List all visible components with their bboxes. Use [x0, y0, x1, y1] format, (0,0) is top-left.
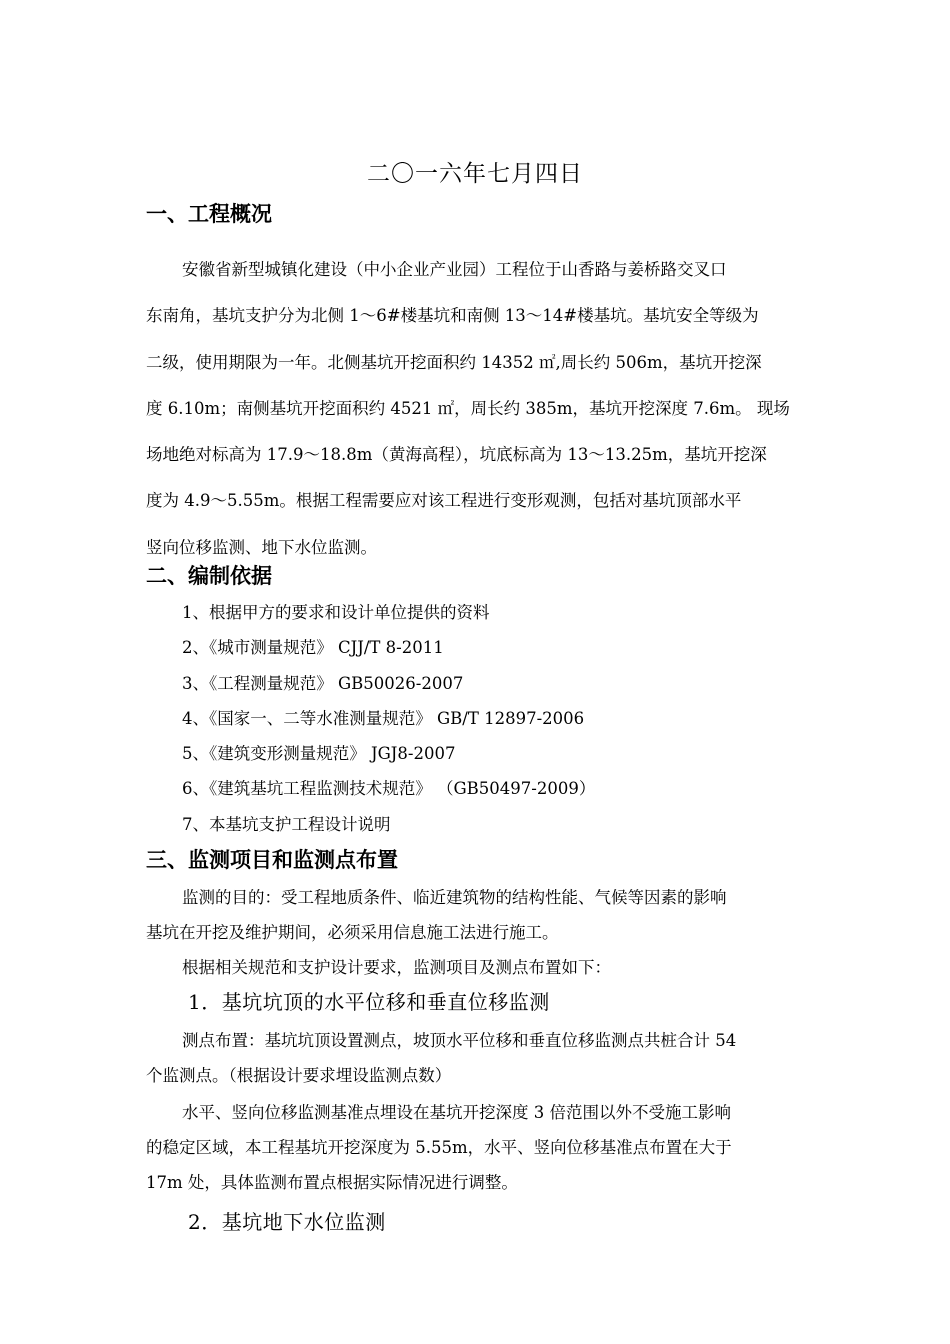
- layout-paragraph: [146, 1023, 816, 1093]
- list-item: 4、《国家一、二等水准测量规范》 GB/T 12897-2006: [182, 708, 585, 728]
- list-item: 3、《工程测量规范》 GB50026-2007: [182, 673, 464, 693]
- paragraph-line: 二级，使用期限为一年。北侧基坑开挖面积约 14352 ㎡,周长约 506m，基坑开挖深: [146, 352, 762, 372]
- paragraph-line: 安徽省新型城镇化建设（中小企业产业园）工程位于山香路与姜桥路交叉口: [182, 260, 727, 279]
- basis-list: [146, 595, 816, 842]
- paragraph-line: 的稳定区域，本工程基坑开挖深度为 5.55m，水平、竖向位移基准点布置在大于: [146, 1138, 732, 1157]
- section-heading-basis: 二、编制依据: [146, 564, 272, 588]
- document-date: 二〇一六年七月四日: [367, 161, 583, 187]
- subheading-groundwater: 2．基坑地下水位监测: [188, 1210, 386, 1234]
- paragraph-line: 测点布置：基坑坑顶设置测点，坡顶水平位移和垂直位移监测点共桩合计 54: [182, 1031, 737, 1050]
- list-item: 2、《城市测量规范》 CJJ/T 8-2011: [182, 638, 444, 658]
- paragraph-line: 度为 4.9～5.55m。根据工程需要应对该工程进行变形观测，包括对基坑顶部水平: [146, 491, 742, 511]
- paragraph-line: 根据相关规范和支护设计要求，监测项目及测点布置如下：: [182, 958, 611, 977]
- paragraph-line: 竖向位移监测、地下水位监测。: [146, 537, 377, 557]
- section-heading-overview: 一、工程概况: [146, 202, 272, 226]
- subheading-displacement: 1．基坑坑顶的水平位移和垂直位移监测: [188, 990, 550, 1014]
- paragraph-line: 度 6.10m；南侧基坑开挖面积约 4521 ㎡，周长约 385m，基坑开挖深度 7.6m。 现场: [146, 398, 790, 418]
- benchmark-paragraph: [146, 1095, 816, 1200]
- purpose-paragraph: [146, 880, 816, 985]
- list-item: 7、本基坑支护工程设计说明: [182, 814, 391, 834]
- list-item: 6、《建筑基坑工程监测技术规范》 （GB50497-2009）: [182, 779, 596, 799]
- section-heading-monitoring: 三、监测项目和监测点布置: [146, 848, 398, 872]
- list-item: 1、根据甲方的要求和设计单位提供的资料: [182, 603, 490, 622]
- paragraph-line: 水平、竖向位移监测基准点埋设在基坑开挖深度 3 倍范围以外不受施工影响: [182, 1103, 731, 1122]
- paragraph-line: 监测的目的：受工程地质条件、临近建筑物的结构性能、气候等因素的影响: [182, 888, 727, 907]
- paragraph-line: 场地绝对标高为 17.9～18.8m（黄海高程），坑底标高为 13～13.25m，基坑开挖深: [146, 445, 767, 465]
- paragraph-line: 基坑在开挖及维护期间，必须采用信息施工法进行施工。: [146, 923, 559, 942]
- paragraph-line: 17m 处，具体监测布置点根据实际情况进行调整。: [146, 1173, 518, 1192]
- paragraph-line: 个监测点。（根据设计要求埋设监测点数）: [146, 1066, 452, 1085]
- overview-paragraph: [146, 247, 816, 571]
- paragraph-line: 东南角，基坑支护分为北侧 1～6#楼基坑和南侧 13～14#楼基坑。基坑安全等级为: [146, 306, 759, 326]
- list-item: 5、《建筑变形测量规范》 JGJ8-2007: [182, 744, 456, 764]
